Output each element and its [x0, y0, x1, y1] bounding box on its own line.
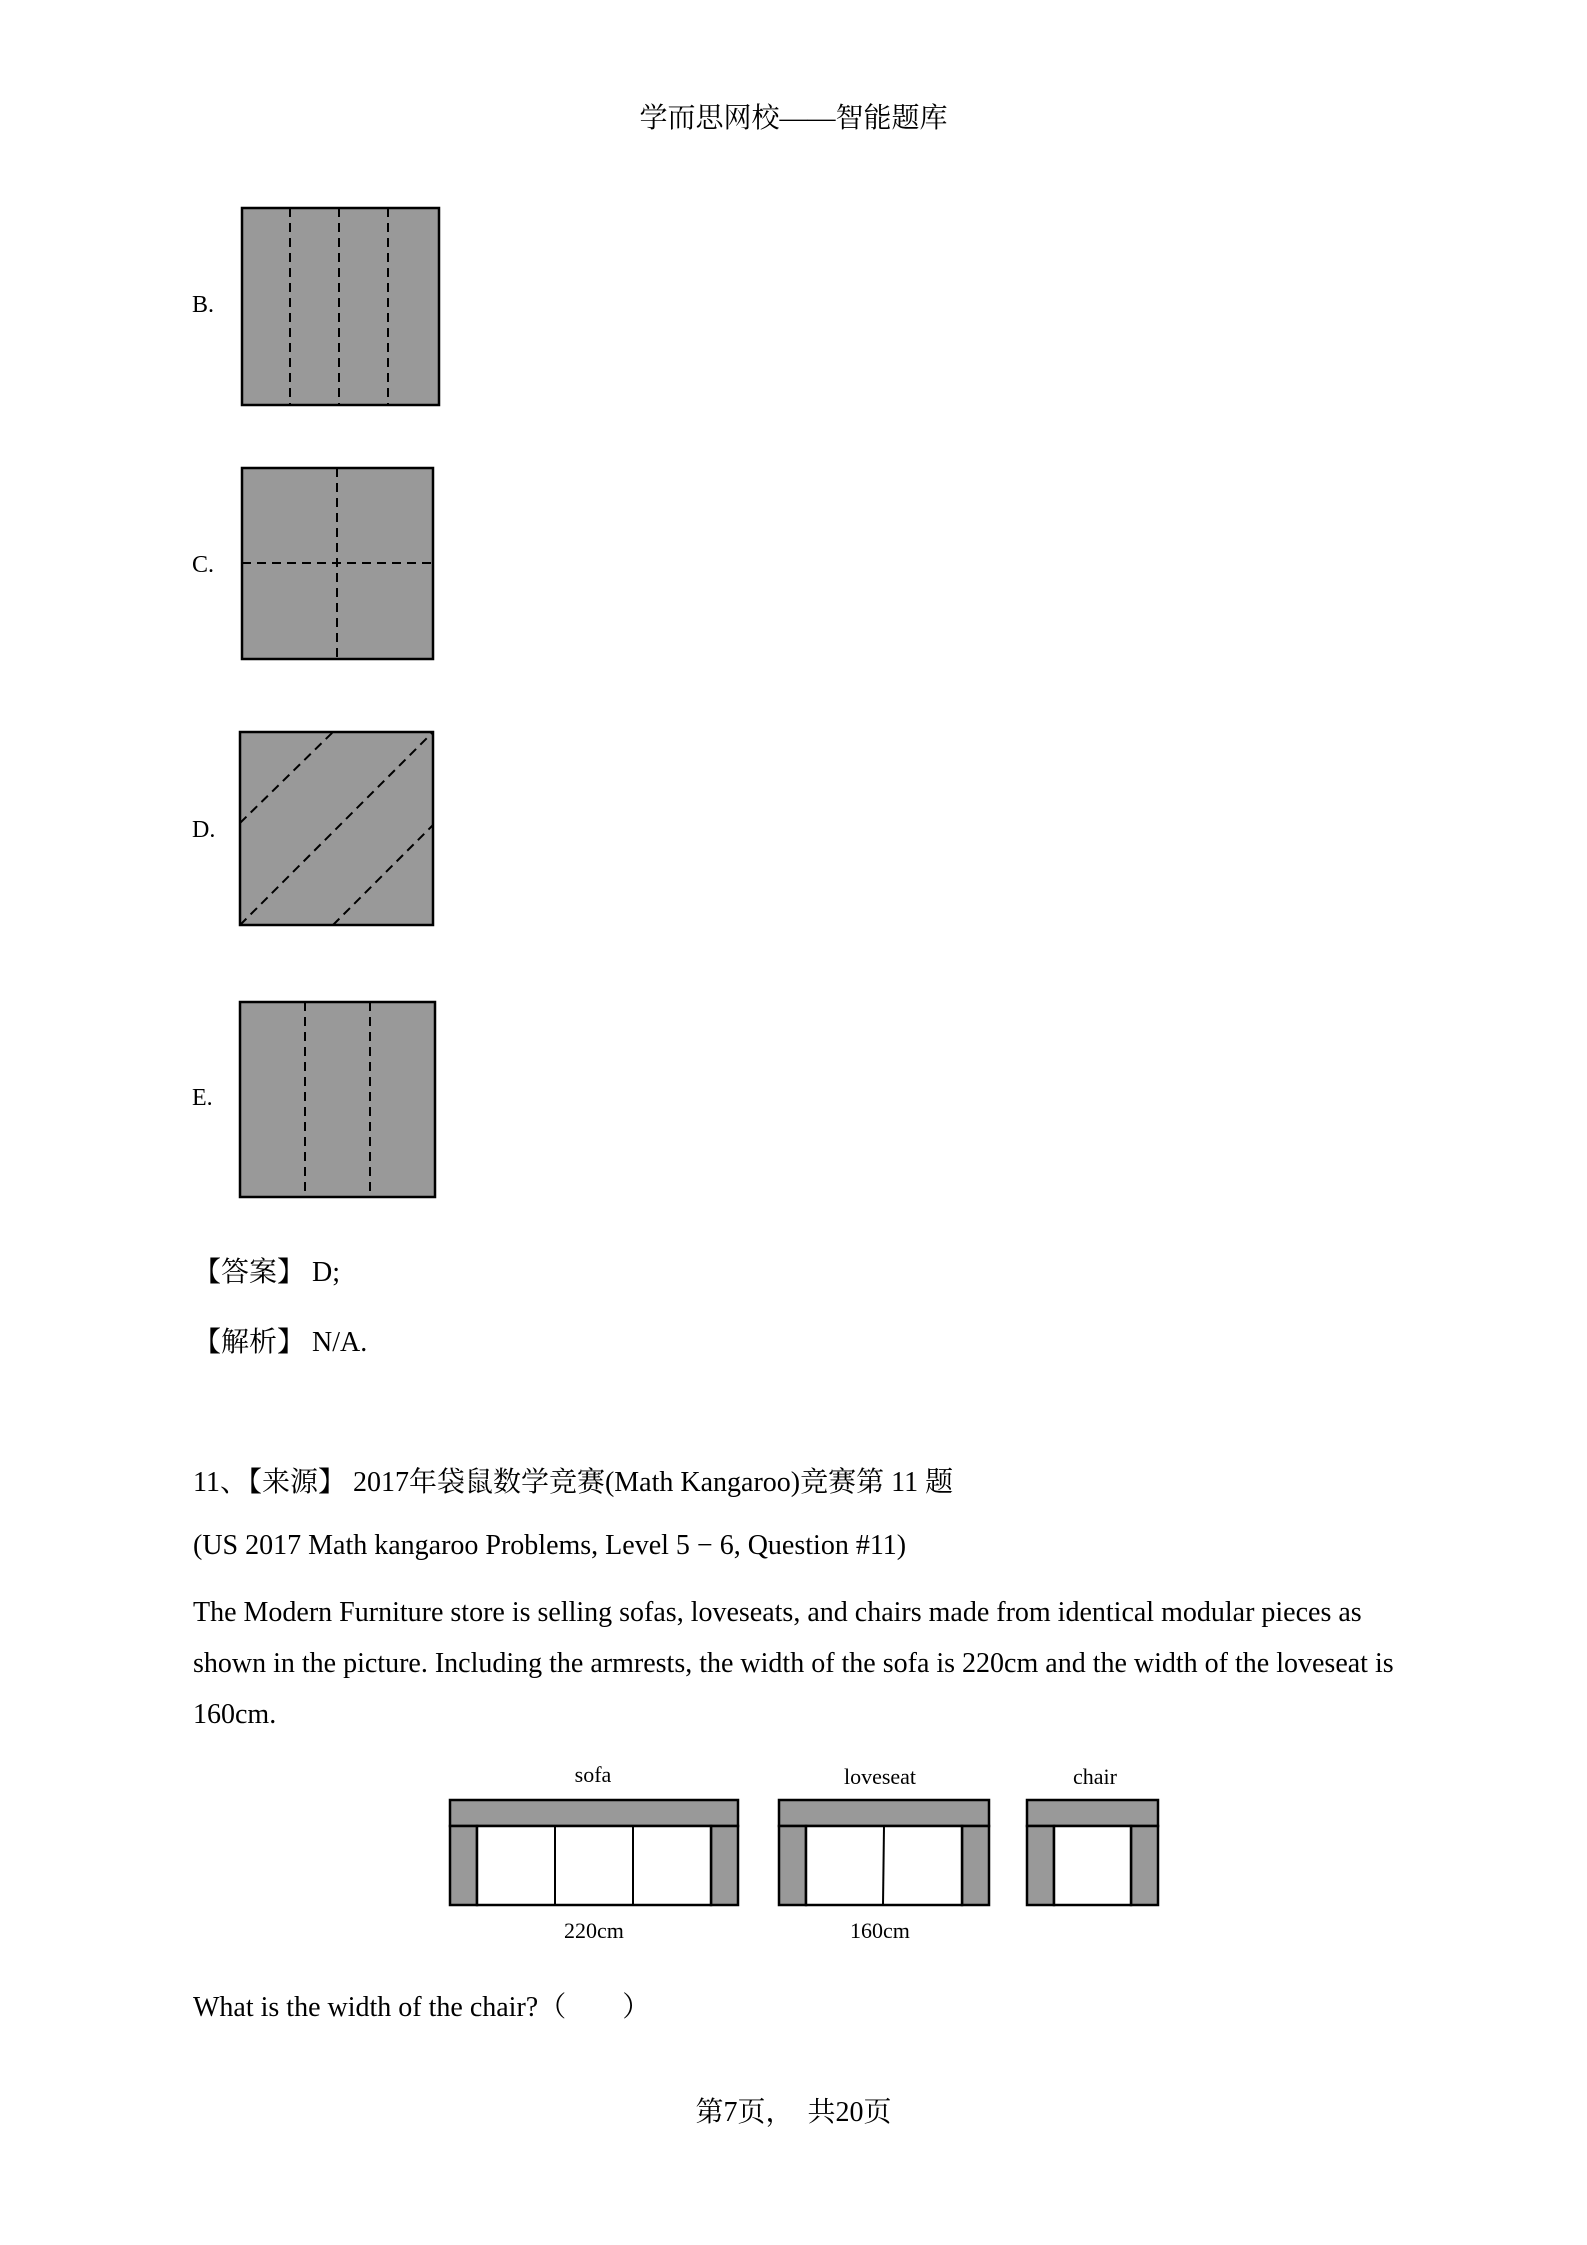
loveseat-backrest — [779, 1800, 989, 1826]
folded-square — [240, 1002, 435, 1197]
loveseat-left-armrest — [779, 1826, 806, 1905]
chair-label: chair — [1073, 1764, 1117, 1789]
question-prompt: What is the width of the chair?（ ） — [193, 1992, 651, 2023]
question-sub-source: (US 2017 Math kangaroo Problems, Level 5 − 6, Question #11) — [193, 1530, 907, 1561]
loveseat-diagram — [779, 1800, 989, 1905]
seat-divider — [883, 1826, 884, 1905]
folded-square — [242, 208, 439, 405]
chair-left-armrest — [1027, 1826, 1054, 1905]
page-header: 学而思网校——智能题库 — [639, 103, 948, 134]
option-b-figure — [240, 206, 442, 408]
sofa-seat — [477, 1826, 711, 1905]
option-e-figure — [238, 1000, 438, 1200]
answer-line: 【答案】 D; — [193, 1257, 341, 1288]
sofa-width-label: 220cm — [564, 1918, 624, 1943]
analysis-line: 【解析】 N/A. — [193, 1327, 368, 1358]
sofa-left-armrest — [450, 1826, 477, 1905]
sofa-label: sofa — [574, 1762, 612, 1787]
furniture-figure — [445, 1795, 1165, 1915]
chair-backrest — [1027, 1800, 1158, 1826]
chair-diagram — [1027, 1800, 1158, 1905]
option-c-figure — [240, 466, 436, 662]
sofa-backrest — [450, 1800, 738, 1826]
chair-seat — [1054, 1826, 1131, 1905]
loveseat-label: loveseat — [843, 1764, 917, 1789]
question-body: The Modern Furniture store is selling sofas, loveseats, and chairs made from identical modular pieces as shown in the picture. Including the armrests, the width of the sofa is 220cm and the width of the loveseat is 160cm. — [193, 1597, 1394, 1730]
option-b-label: B. — [192, 292, 215, 318]
page-footer: 第7页， 共20页 — [695, 2097, 892, 2128]
option-c-label: C. — [192, 552, 215, 578]
sofa-diagram — [450, 1800, 738, 1905]
question-source: 11、【来源】 2017年袋鼠数学竞赛(Math Kangaroo)竞赛第 11 题 — [193, 1467, 954, 1498]
option-e-label: E. — [192, 1085, 213, 1111]
loveseat-width-label: 160cm — [850, 1918, 910, 1943]
loveseat-right-armrest — [962, 1826, 989, 1905]
sofa-right-armrest — [711, 1826, 738, 1905]
option-d-figure — [238, 730, 436, 928]
chair-right-armrest — [1131, 1826, 1158, 1905]
option-d-label: D. — [192, 817, 216, 843]
